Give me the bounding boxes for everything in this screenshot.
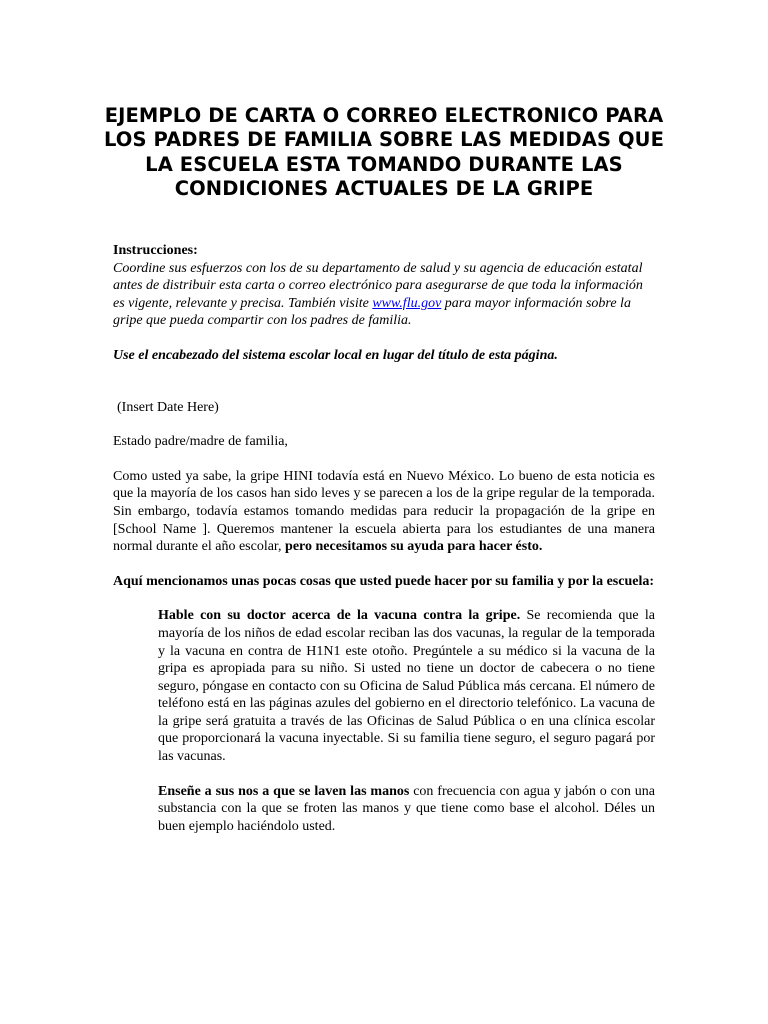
tip-vaccine-text: Se recomienda que la mayoría de los niños de edad escolar reciban las dos vacunas, la regular de la temporada y la vacuna en contra de H1N1 este otoño. Pregúntele a su médico si la vacuna de la gripa es apropiada para su niño. Si usted no tiene un doctor de cabecera o no tiene seguro, póngase en contacto con su Oficina de Salud Pública más cercana. El número de teléfono está en las páginas azules del gobierno en el directorio telefónico. La vacuna de la gripe será gratuita a través de las Oficinas de Salud Pública o en una clínica escolar que proporcionará la vacuna inyectable. Si su familia tiene seguro, el seguro pagará por las vacunas. [158,608,655,765]
greeting: Estado padre/madre de familia, [113,434,288,450]
tip-vaccine [158,607,655,765]
tip-handwashing-text: con frecuencia con agua y jabón o con una substancia con la que se froten las manos y que tiene como base el alcohol. Déles un buen ejemplo haciéndolo usted. [158,783,656,834]
date-placeholder: (Insert Date Here) [117,399,219,415]
tip-vaccine-heading: Hable con su doctor acerca de la vacuna contra la gripe. [158,608,521,624]
paragraph-intro-text: Como usted ya sabe, la gripe HINI todavía está en Nuevo México. Lo bueno de esta noticia es que la mayoría de los casos han sido leves y se parecen a los de la gripe regular de la temporada. Sin embargo, todavía estamos tomando medidas para reducir la propagación de la gripe en [School Name ]. Queremos mantener la escuela abierta para los estudiantes de una manera normal durante el año escolar, [113,468,655,555]
flu-gov-link[interactable]: www.flu.gov [372,295,442,311]
instructions-text-start: Coordine sus esfuerzos con los de su departamento de salud y su agencia de educación estatal antes de distribuir esta carta o correo electrónico para asegurarse de que toda la información es vigente, relevante y precisa. También visite [113,260,643,311]
use-header-note: Use el encabezado del sistema escolar local en lugar del título de esta página. [113,347,558,363]
tip-handwashing-heading: Enseñe a sus nos a que se laven las manos [158,783,410,799]
tip-handwashing [158,783,655,836]
section-heading: Aquí mencionamos unas pocas cosas que usted puede hacer por su familia y por la escuela: [113,573,654,589]
paragraph-intro [113,468,655,556]
instructions-block [113,242,655,330]
paragraph-intro-bold: pero necesitamos su ayuda para hacer ésto. [285,539,543,555]
document-title: EJEMPLO DE CARTA O CORREO ELECTRONICO PARA LOS PADRES DE FAMILIA SOBRE LAS MEDIDAS QUE LA ESCUELA ESTA TOMANDO DURANTE LAS CONDICIONES ACTUALES DE LA GRIPE [103,104,665,201]
instructions-text-end: para mayor información sobre la gripe que pueda compartir con los padres de familia. [113,295,631,329]
instructions-text [113,261,643,329]
document-body [113,242,655,835]
instructions-label: Instrucciones: [113,243,198,258]
